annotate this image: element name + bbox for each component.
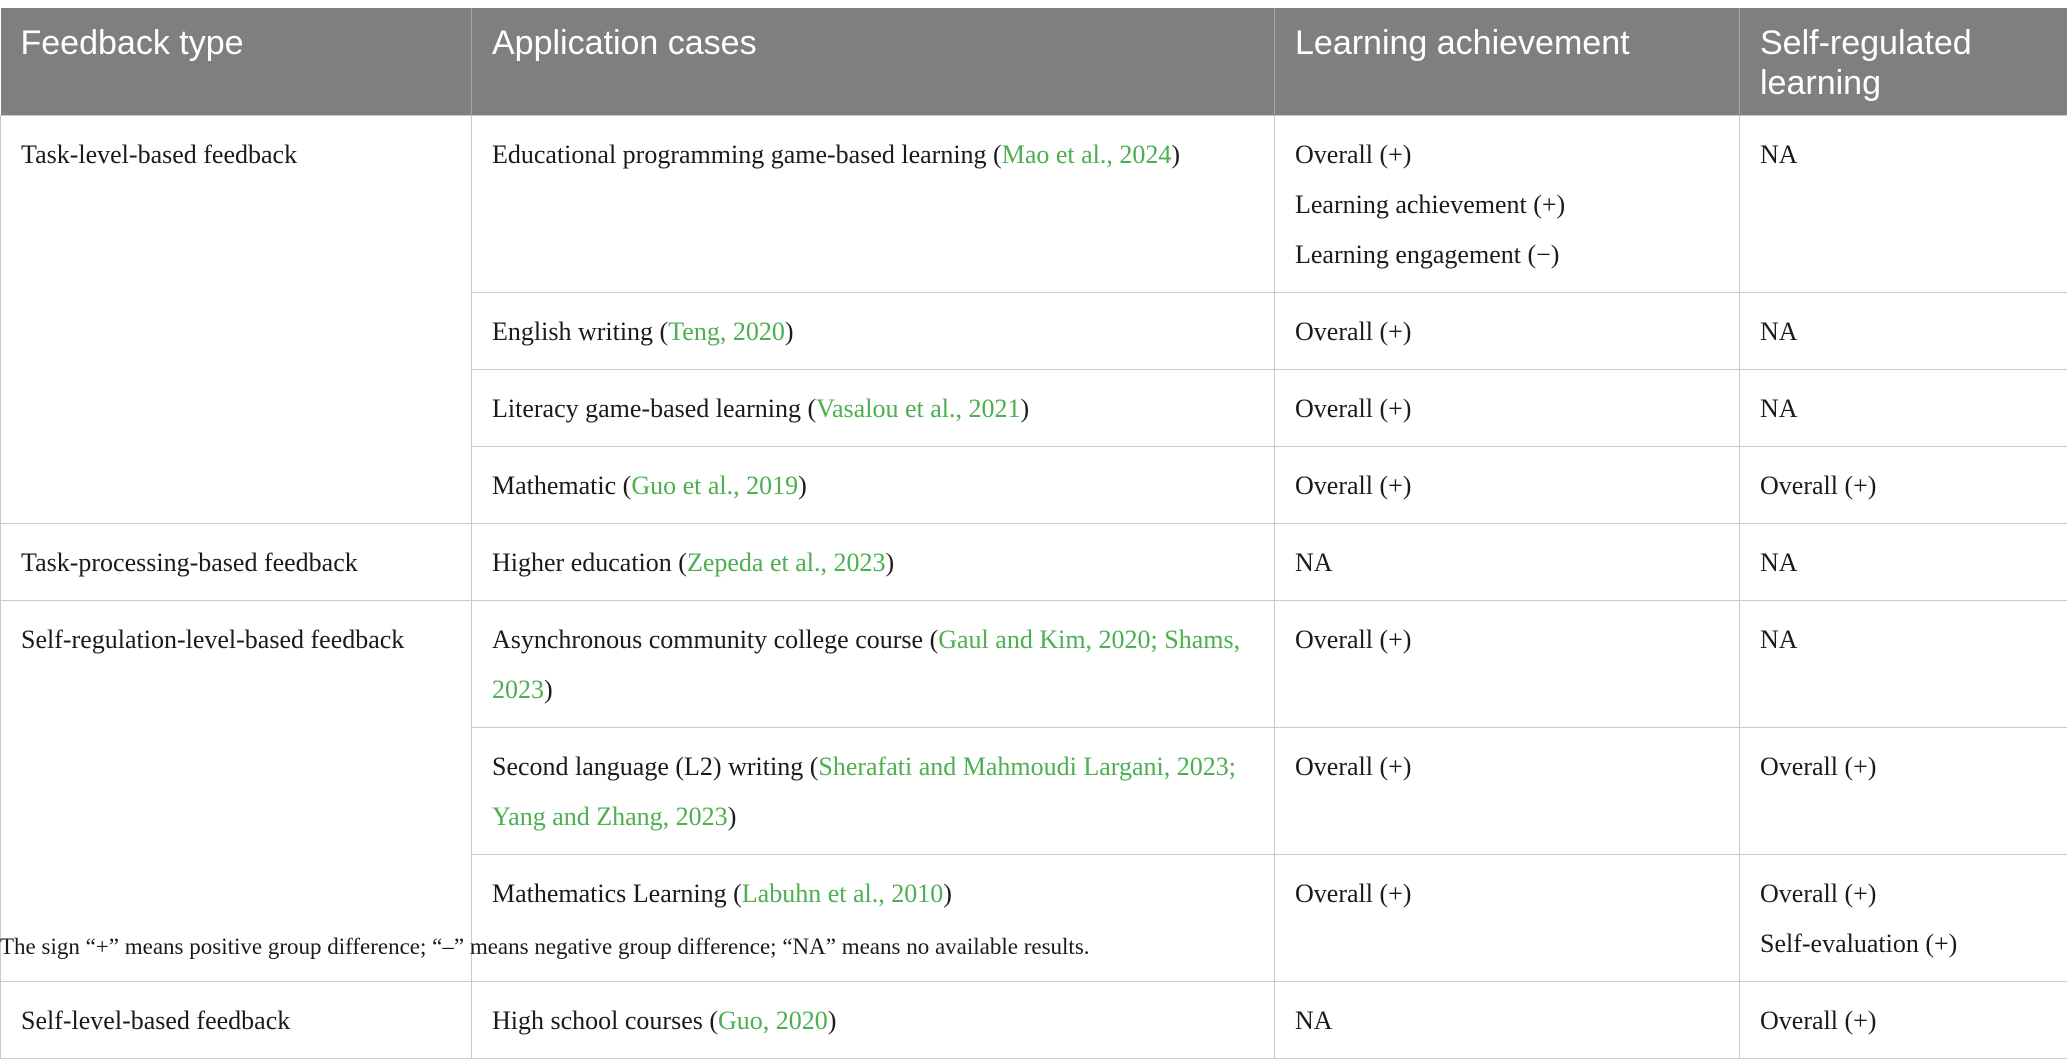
application-case-cell (472, 855, 1275, 982)
application-case-cell (472, 982, 1275, 1059)
case-text-end: ) (1020, 394, 1029, 423)
reference-link[interactable]: Gaul and Kim, 2020; Shams, 2023 (492, 625, 1240, 704)
learning-achievement-cell (1275, 370, 1740, 447)
self-regulated-learning-cell (1740, 293, 2067, 370)
case-text-end: ) (785, 317, 794, 346)
reference-link[interactable]: Mao et al., 2024 (1002, 140, 1172, 169)
achievement-result: Learning engagement (−) (1295, 230, 1719, 280)
application-case-cell (472, 293, 1275, 370)
achievement-result: Overall (+) (1295, 869, 1719, 919)
reference-link[interactable]: Sherafati and Mahmoudi Largani, 2023; Yang and Zhang, 2023 (492, 752, 1236, 831)
reference-link[interactable]: Guo et al., 2019 (631, 471, 798, 500)
feedback-type-cell: Self-regulation-level-based feedback (1, 601, 472, 982)
table-row (1, 601, 2067, 728)
achievement-result: Overall (+) (1295, 130, 1719, 180)
case-text-end: ) (943, 879, 952, 908)
case-text: Asynchronous community college course ( (492, 625, 938, 654)
feedback-table (0, 8, 2067, 1059)
learning-achievement-cell (1275, 982, 1740, 1059)
srl-result: NA (1760, 615, 2047, 665)
srl-result: Overall (+) (1760, 996, 2047, 1046)
feedback-type-cell: Task-level-based feedback (1, 116, 472, 524)
case-text: Educational programming game-based learning ( (492, 140, 1002, 169)
srl-result: NA (1760, 130, 2047, 180)
learning-achievement-cell (1275, 601, 1740, 728)
achievement-result: Overall (+) (1295, 461, 1719, 511)
srl-result: NA (1760, 384, 2047, 434)
learning-achievement-cell (1275, 728, 1740, 855)
application-case-cell (472, 728, 1275, 855)
application-case-cell (472, 601, 1275, 728)
reference-link[interactable]: Zepeda et al., 2023 (687, 548, 886, 577)
self-regulated-learning-cell (1740, 370, 2067, 447)
case-text: High school courses ( (492, 1006, 718, 1035)
srl-result: Overall (+) (1760, 461, 2047, 511)
achievement-result: Overall (+) (1295, 742, 1719, 792)
case-text: Second language (L2) writing ( (492, 752, 818, 781)
self-regulated-learning-cell (1740, 982, 2067, 1059)
self-regulated-learning-cell (1740, 601, 2067, 728)
achievement-result: Overall (+) (1295, 307, 1719, 357)
case-text-end: ) (544, 675, 553, 704)
case-text: Literacy game-based learning ( (492, 394, 816, 423)
header-self-regulated-learning: Self-regulated learning (1740, 8, 2067, 116)
application-case-cell (472, 447, 1275, 524)
table-header (1, 8, 2067, 116)
table-body (1, 116, 2067, 1059)
reference-link[interactable]: Labuhn et al., 2010 (742, 879, 943, 908)
srl-result: Self-evaluation (+) (1760, 919, 2047, 969)
table-row (1, 116, 2067, 293)
learning-achievement-cell (1275, 447, 1740, 524)
achievement-result: Learning achievement (+) (1295, 180, 1719, 230)
self-regulated-learning-cell (1740, 116, 2067, 293)
case-text-end: ) (798, 471, 807, 500)
reference-link[interactable]: Teng, 2020 (668, 317, 785, 346)
case-text-end: ) (728, 802, 737, 831)
reference-link[interactable]: Vasalou et al., 2021 (816, 394, 1020, 423)
self-regulated-learning-cell (1740, 855, 2067, 982)
header-learning-achievement: Learning achievement (1275, 8, 1740, 116)
case-text: Higher education ( (492, 548, 687, 577)
application-case-cell (472, 370, 1275, 447)
srl-result: Overall (+) (1760, 869, 2047, 919)
table-container (0, 8, 2067, 1059)
achievement-result: NA (1295, 996, 1719, 1046)
case-text-end: ) (885, 548, 894, 577)
application-case-cell (472, 116, 1275, 293)
self-regulated-learning-cell (1740, 524, 2067, 601)
feedback-type-cell: Self-level-based feedback (1, 982, 472, 1059)
srl-result: NA (1760, 307, 2047, 357)
feedback-type-cell: Task-processing-based feedback (1, 524, 472, 601)
achievement-result: NA (1295, 538, 1719, 588)
application-case-cell (472, 524, 1275, 601)
learning-achievement-cell (1275, 116, 1740, 293)
learning-achievement-cell (1275, 524, 1740, 601)
header-feedback-type: Feedback type (1, 8, 472, 116)
case-text: Mathematics Learning ( (492, 879, 742, 908)
reference-link[interactable]: Guo, 2020 (718, 1006, 828, 1035)
self-regulated-learning-cell (1740, 447, 2067, 524)
case-text-end: ) (1171, 140, 1180, 169)
header-row (1, 8, 2067, 116)
self-regulated-learning-cell (1740, 728, 2067, 855)
case-text-end: ) (828, 1006, 837, 1035)
case-text: Mathematic ( (492, 471, 631, 500)
achievement-result: Overall (+) (1295, 615, 1719, 665)
srl-result: NA (1760, 538, 2047, 588)
learning-achievement-cell (1275, 855, 1740, 982)
table-row (1, 524, 2067, 601)
table-footnote: The sign “+” means positive group difference; “–” means negative group difference; “NA” means no available results. (0, 934, 1090, 960)
achievement-result: Overall (+) (1295, 384, 1719, 434)
case-text: English writing ( (492, 317, 668, 346)
learning-achievement-cell (1275, 293, 1740, 370)
srl-result: Overall (+) (1760, 742, 2047, 792)
table-row (1, 982, 2067, 1059)
header-application-cases: Application cases (472, 8, 1275, 116)
